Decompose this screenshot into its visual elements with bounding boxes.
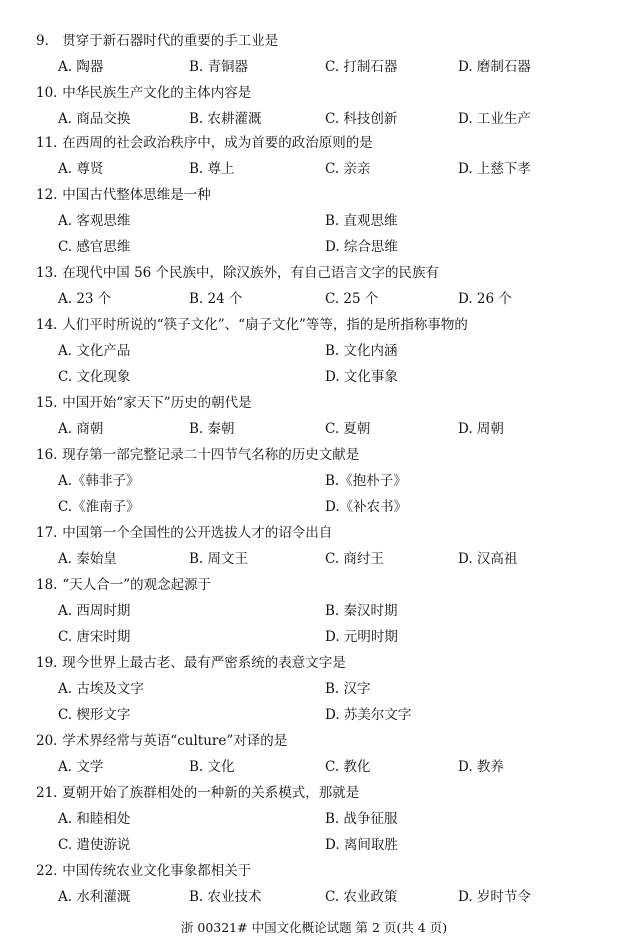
question-text: 中国开始“家天下”历史的朝代是 (62, 395, 252, 411)
question-item (36, 316, 616, 386)
option-c: C. 文化现象 (58, 369, 131, 385)
option-row (36, 594, 616, 620)
question-stem (36, 32, 616, 50)
option-row (36, 698, 616, 724)
question-stem (36, 524, 616, 542)
option-b: B. 尊上 (189, 161, 235, 177)
question-number: 13. (36, 265, 58, 281)
page-footer: 浙 00321# 中国文化概论试题 第 2 页(共 4 页) (180, 920, 448, 935)
option-a: A.《韩非子》 (58, 473, 140, 489)
question-number: 20. (36, 733, 58, 749)
option-b: B.《抱朴子》 (325, 473, 407, 489)
question-item (36, 576, 616, 646)
question-text: 贯穿于新石器时代的重要的手工业是 (62, 33, 279, 49)
option-c: C. 农业政策 (325, 889, 398, 905)
option-c: C. 科技创新 (325, 111, 398, 127)
option-d: D. 汉高祖 (458, 551, 518, 567)
option-c: C.《淮南子》 (58, 499, 140, 515)
option-b: B. 文化内涵 (325, 343, 398, 359)
option-c: C. 唐宋时期 (58, 629, 131, 645)
question-stem (36, 264, 616, 282)
option-c: C. 夏朝 (325, 421, 371, 437)
question-stem (36, 732, 616, 750)
option-d: D. 磨制石器 (458, 59, 531, 75)
option-d: D. 上慈下孝 (458, 161, 531, 177)
option-d: D. 周朝 (458, 421, 504, 437)
option-c: C. 感官思维 (58, 239, 131, 255)
option-row (36, 880, 616, 906)
option-a: A. 尊贤 (58, 161, 104, 177)
option-a: A. 商朝 (58, 421, 104, 437)
option-a: A. 商品交换 (58, 111, 131, 127)
option-a: A. 和睦相处 (58, 811, 131, 827)
question-item (36, 134, 616, 178)
option-b: B. 24 个 (189, 291, 243, 307)
option-d: D. 工业生产 (458, 111, 531, 127)
option-row (36, 672, 616, 698)
question-stem (36, 862, 616, 880)
option-row (36, 360, 616, 386)
option-row (36, 542, 616, 568)
question-item (36, 394, 616, 438)
question-stem (36, 446, 616, 464)
option-d: D. 苏美尔文字 (325, 707, 412, 723)
question-item (36, 84, 616, 128)
question-item (36, 32, 616, 76)
option-a: A. 古埃及文字 (58, 681, 144, 697)
question-number: 9. (36, 33, 49, 49)
option-d: D. 教养 (458, 759, 504, 775)
option-c: C. 亲亲 (325, 161, 371, 177)
option-row (36, 464, 616, 490)
question-number: 21. (36, 785, 58, 801)
option-row (36, 828, 616, 854)
question-stem (36, 784, 616, 802)
option-a: A. 文化产品 (58, 343, 131, 359)
question-item (36, 784, 616, 854)
option-d: D. 文化事象 (325, 369, 398, 385)
option-d: D. 元明时期 (325, 629, 398, 645)
question-text: 中国第一个全国性的公开选拔人才的诏令出自 (62, 525, 333, 541)
option-d: D. 离间取胜 (325, 837, 398, 853)
option-b: B. 战争征服 (325, 811, 398, 827)
option-b: B. 汉字 (325, 681, 371, 697)
option-row (36, 230, 616, 256)
question-number: 14. (36, 317, 58, 333)
option-row (36, 102, 616, 128)
question-stem (36, 84, 616, 102)
option-d: D.《补农书》 (325, 499, 408, 515)
question-item (36, 446, 616, 516)
question-text: 中国传统农业文化事象都相关于 (62, 863, 252, 879)
question-stem (36, 654, 616, 672)
question-text: “天人合一”的观念起源于 (62, 577, 212, 593)
question-number: 19. (36, 655, 58, 671)
question-number: 11. (36, 135, 58, 151)
question-text: 在西周的社会政治秩序中，成为首要的政治原则的是 (62, 135, 373, 151)
option-row (36, 204, 616, 230)
option-a: A. 23 个 (58, 291, 112, 307)
option-b: B. 秦朝 (189, 421, 235, 437)
option-d: D. 岁时节令 (458, 889, 531, 905)
option-row (36, 334, 616, 360)
question-stem (36, 134, 616, 152)
option-a: A. 秦始皇 (58, 551, 117, 567)
question-stem (36, 576, 616, 594)
option-c: C. 教化 (325, 759, 371, 775)
option-b: B. 秦汉时期 (325, 603, 398, 619)
option-b: B. 农业技术 (189, 889, 262, 905)
option-a: A. 陶器 (58, 59, 104, 75)
question-item (36, 654, 616, 724)
option-row (36, 282, 616, 308)
option-row (36, 152, 616, 178)
option-d: D. 26 个 (458, 291, 512, 307)
option-b: B. 农耕灌溉 (189, 111, 262, 127)
question-number: 12. (36, 187, 58, 203)
option-row (36, 620, 616, 646)
question-text: 夏朝开始了族群相处的一种新的关系模式，那就是 (62, 785, 360, 801)
question-item (36, 524, 616, 568)
question-number: 18. (36, 577, 58, 593)
question-text: 学术界经常与英语“culture”对译的是 (62, 733, 288, 749)
question-item (36, 186, 616, 256)
option-a: A. 西周时期 (58, 603, 131, 619)
option-d: D. 综合思维 (325, 239, 398, 255)
question-text: 在现代中国 56 个民族中，除汉族外，有自己语言文字的民族有 (62, 265, 440, 281)
option-b: B. 直观思维 (325, 213, 398, 229)
option-c: C. 25 个 (325, 291, 379, 307)
option-row (36, 50, 616, 76)
question-text: 现存第一部完整记录二十四节气名称的历史文献是 (62, 447, 360, 463)
option-a: A. 文学 (58, 759, 104, 775)
question-text: 中华民族生产文化的主体内容是 (62, 85, 252, 101)
option-b: B. 文化 (189, 759, 235, 775)
question-number: 16. (36, 447, 58, 463)
option-c: C. 遣使游说 (58, 837, 131, 853)
question-item (36, 264, 616, 308)
option-c: C. 打制石器 (325, 59, 398, 75)
question-item (36, 862, 616, 906)
question-text: 人们平时所说的“筷子文化”、“扇子文化”等等，指的是所指称事物的 (62, 317, 468, 333)
option-row (36, 750, 616, 776)
option-a: A. 水利灌溉 (58, 889, 131, 905)
question-stem (36, 186, 616, 204)
question-number: 15. (36, 395, 58, 411)
question-stem (36, 316, 616, 334)
option-row (36, 490, 616, 516)
option-row (36, 412, 616, 438)
option-a: A. 客观思维 (58, 213, 131, 229)
option-b: B. 周文王 (189, 551, 249, 567)
option-b: B. 青铜器 (189, 59, 249, 75)
question-text: 现今世界上最古老、最有严密系统的表意文字是 (62, 655, 346, 671)
question-number: 22. (36, 863, 58, 879)
question-stem (36, 394, 616, 412)
question-number: 17. (36, 525, 58, 541)
option-c: C. 楔形文字 (58, 707, 131, 723)
question-number: 10. (36, 85, 58, 101)
option-c: C. 商纣王 (325, 551, 384, 567)
option-row (36, 802, 616, 828)
question-text: 中国古代整体思维是一种 (62, 187, 211, 203)
question-item (36, 732, 616, 776)
